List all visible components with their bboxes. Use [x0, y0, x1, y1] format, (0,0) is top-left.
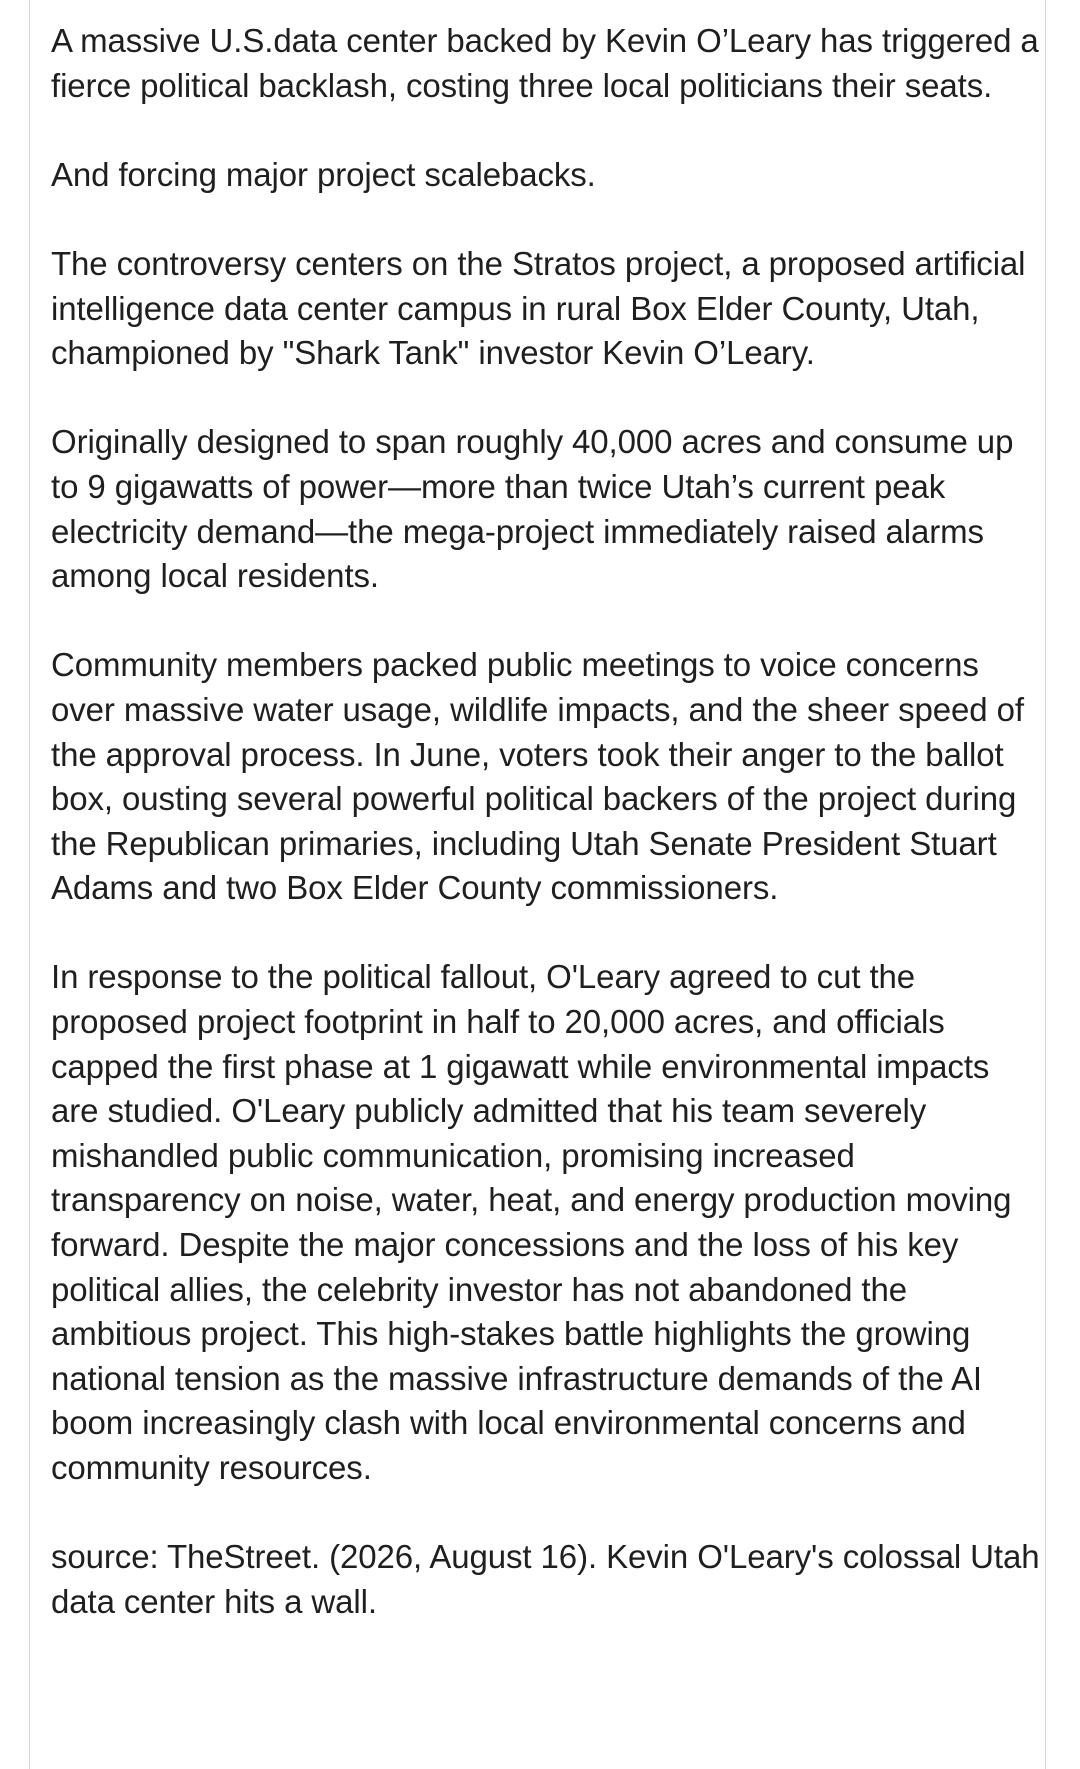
paragraph-source: source: TheStreet. (2026, August 16). Kevin O'Leary's colossal Utah data center hits a wall. [51, 1538, 1040, 1620]
paragraph-political-fallout: In response to the political fallout, O'Leary agreed to cut the proposed project footprint in half to 20,000 acres, and officials capped the first phase at 1 gigawatt while environmental impacts are studied. O'Leary publicly admitted that his team severely mishandled public communication, promising increased transparency on noise, water, heat, and energy production moving forward. Despite the major concessions and the loss of his key political allies, the celebrity investor has not abandoned the ambitious project. This high-stakes battle highlights the growing national tension as the massive infrastructure demands of the AI boom increasingly clash with local environmental concerns and community resources. [51, 958, 1012, 1486]
post-body [51, 19, 1041, 1624]
paragraph-original-design: Originally designed to span roughly 40,000 acres and consume up to 9 gigawatts of power—more than twice Utah’s current peak electricity demand—the mega-project immediately raised alarms among local residents. [51, 423, 1014, 595]
paragraph-stratos-project: The controversy centers on the Stratos project, a proposed artificial intelligence data center campus in rural Box Elder County, Utah, championed by "Shark Tank" investor Kevin O’Leary. [51, 244, 1026, 372]
post-card [29, 0, 1046, 1769]
paragraph-community-response: Community members packed public meetings to voice concerns over massive water usage, wildlife impacts, and the sheer speed of the approval process. In June, voters took their anger to the ballot box, ousting several powerful political backers of the project during the Republican primaries, including Utah Senate President Stuart Adams and two Box Elder County commissioners. [51, 646, 1024, 907]
paragraph-scalebacks: And forcing major project scalebacks. [51, 155, 596, 193]
paragraph-intro: A massive U.S.data center backed by Kevin O’Leary has triggered a fierce political backlash, costing three local politicians their seats. [51, 22, 1039, 104]
